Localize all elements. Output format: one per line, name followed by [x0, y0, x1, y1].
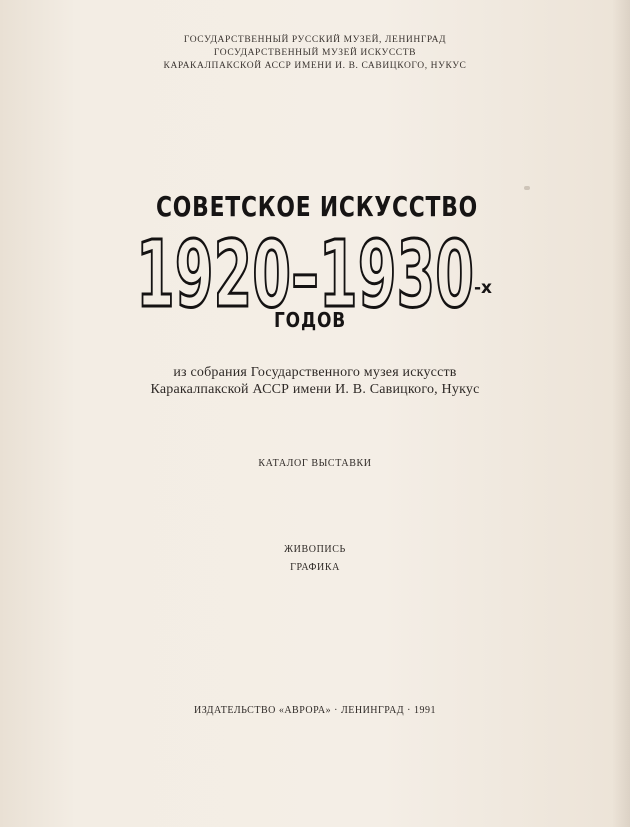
catalog-label: КАТАЛОГ ВЫСТАВКИ: [258, 458, 372, 469]
title-bottom: ГОДОВ: [274, 308, 347, 332]
header-line-1: ГОСУДАРСТВЕННЫЙ РУССКИЙ МУЗЕЙ, ЛЕНИНГРАД: [183, 35, 447, 45]
subtitle-line-1: из собрания Государственного музея искусств: [173, 365, 457, 380]
publisher-footer: ИЗДАТЕЛЬСТВО «АВРОРА» · ЛЕНИНГРАД · 1991: [194, 705, 436, 716]
header-line-2: ГОСУДАРСТВЕННЫЙ МУЗЕЙ ИСКУССТВ: [213, 48, 417, 58]
subtitle-line-2: Каракалпакской АССР имени И. В. Савицкого, Нукус: [150, 382, 480, 397]
section-graphics: ГРАФИКА: [290, 562, 340, 573]
title-main: СОВЕТСКОЕ ИСКУССТВО: [156, 190, 479, 223]
section-painting: ЖИВОПИСЬ: [284, 544, 346, 555]
book-title: [0, 0, 630, 360]
header-line-3: КАРАКАЛПАКСКОЙ АССР ИМЕНИ И. В. САВИЦКОГО, НУКУС: [163, 61, 467, 71]
sections-list: [0, 541, 630, 577]
subtitle: [0, 364, 630, 398]
title-years-text: 1920–1930: [136, 221, 474, 328]
title-years-suffix: -х: [474, 278, 493, 298]
